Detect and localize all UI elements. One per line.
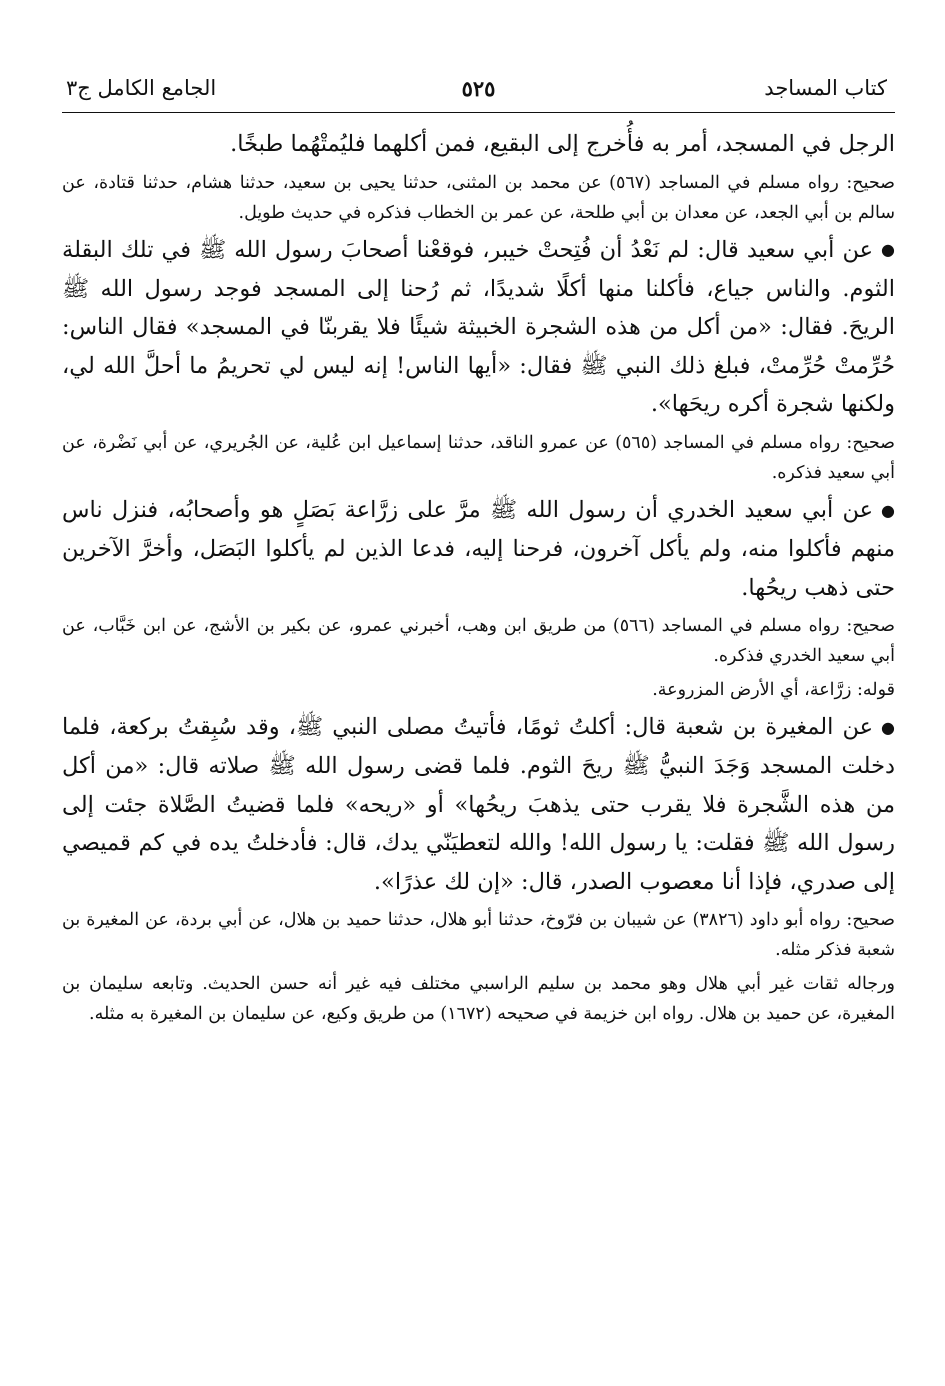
hadith-text (62, 125, 895, 164)
chapter-title: كتاب المساجد (764, 76, 887, 100)
running-header (62, 66, 895, 113)
book-title: الجامع الكامل ج٣ (66, 76, 217, 100)
bullet-icon: ● (881, 500, 895, 520)
takhrij-note: صحيح: رواه مسلم في المساجد (٥٦٧) عن محمد بن المثنى، حدثنا يحيى بن سعيد، حدثنا هشام، حدثنا قتادة، عن سالم بن أبي الجعد، عن معدان بن أبي طلحة، عن عمر بن الخطاب فذكره في حديث طويل. (62, 172, 896, 223)
hadith-text (62, 491, 895, 607)
page-body (62, 113, 895, 1029)
takhrij-note: صحيح: رواه مسلم في المساجد (٥٦٥) عن عمرو الناقد، حدثنا إسماعيل ابن عُلية، عن الجُريري، عن أبي نَضْرة، عن أبي سعيد فذكره. (62, 432, 895, 483)
page-number: ٥٢٥ (461, 76, 496, 101)
explanation-note: قوله: زرَّاعة، أي الأرض المزروعة. (652, 680, 895, 700)
takhrij-note: صحيح: رواه أبو داود (٣٨٢٦) عن شيبان بن فرّوخ، حدثنا أبو هلال، حدثنا حميد بن هلال، عن أبي بردة، عن المغيرة بن شعبة فذكر مثله. (62, 910, 896, 961)
hadith-text (62, 708, 895, 901)
hadith-body: عن أبي سعيد قال: لم نَعْدُ أن فُتِحتْ خيبر، فوقعْنا أصحابَ رسول الله ﷺ في تلك البقلة الثوم. والناس جياع، فأكلنا منها أكلًا شديدًا، ثم رُحنا إلى المسجد فوجد رسول الله ﷺ الريحَ. فقال: «من أكل من هذه الشجرة الخبيثة شيئًا فلا يقربنّا في المسجد» فقال الناس: حُرِّمتْ حُرِّمتْ، فبلغ ذلك النبي ﷺ فقال: «أيها الناس! إنه ليس لي تحريمُ ما أحلَّ الله لي، ولكنها شجرة أكره ريحَها». (62, 236, 895, 418)
bullet-icon: ● (881, 717, 895, 737)
bullet-icon: ● (881, 240, 895, 260)
hadith-text (62, 231, 895, 424)
hadith-body: عن المغيرة بن شعبة قال: أكلتُ ثومًا، فأتيتُ مصلى النبي ﷺ، وقد سُبِقتُ بركعة، فلما دخلت المسجد وَجَدَ النبيُّ ﷺ ريحَ الثوم. فلما قضى رسول الله ﷺ صلاته قال: «من أكل من هذه الشَّجرة فلا يقرب حتى يذهبَ ريحُها» أو «ريحه» فلما قضيتُ الصَّلاة جئت إلى رسول الله ﷺ فقلت: يا رسول الله! والله لتعطيَنّي يدك، قال: فأدخلتُ يده في كم قميصي إلى صدري، فإذا أنا معصوب الصدر، قال: «إن لك عذرًا». (62, 714, 895, 895)
grading-note: ورجاله ثقات غير أبي هلال وهو محمد بن سليم الراسبي مختلف فيه غير أنه حسن الحديث. وتابعه سليمان بن المغيرة، عن حميد بن هلال. رواه ابن خزيمة في صحيحه (١٦٧٢) من طريق وكيع، عن سليمان بن المغيرة به مثله. (62, 974, 895, 1025)
takhrij-note: صحيح: رواه مسلم في المساجد (٥٦٦) من طريق ابن وهب، أخبرني عمرو، عن بكير بن الأشج، عن ابن خَبَّاب، عن أبي سعيد الخدري فذكره. (62, 616, 895, 666)
hadith-body: الرجل في المسجد، أمر به فأُخرج إلى البقيع، فمن أكلهما فليُمتْهُما طبخًا. (230, 131, 895, 157)
hadith-body: عن أبي سعيد الخدري أن رسول الله ﷺ مرَّ على زرَّاعة بَصَلٍ هو وأصحابُه، فنزل ناس منهم فأكلوا منه، ولم يأكل آخرون، فرحنا إليه، فدعا الذين لم يأكلوا البَصَل، وأخرَّ الآخرين حتى ذهب ريحُها. (62, 496, 895, 601)
